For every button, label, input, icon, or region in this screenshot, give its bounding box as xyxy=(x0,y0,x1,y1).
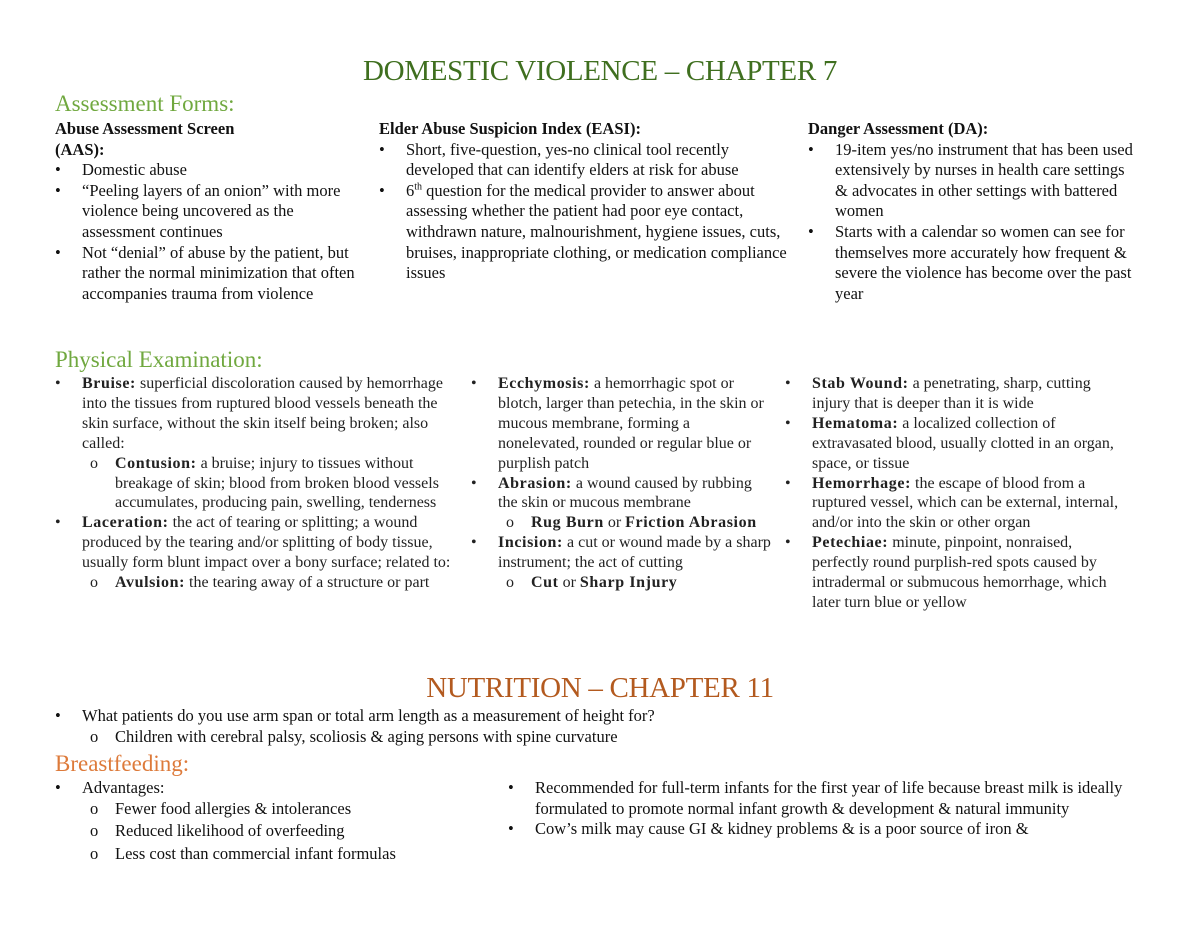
def-bruise: superficial discoloration caused by hemorrhage into the tissues from ruptured blood vessels beneath the skin surface, without the skin itself being broken; also called: xyxy=(82,375,443,452)
physical-examination-heading: Physical Examination: xyxy=(55,347,263,372)
list-item: • Domestic abuse xyxy=(55,160,360,181)
list-item: • What patients do you use arm span or total arm length as a measurement of height for? xyxy=(55,706,1055,727)
nutrition-question-block xyxy=(55,706,1055,747)
page-title: DOMESTIC VIOLENCE – CHAPTER 7 xyxy=(362,55,838,87)
term-stab-wound: Stab Wound: xyxy=(812,375,909,392)
term-cut: Cut xyxy=(531,574,559,592)
term-abrasion: Abrasion: xyxy=(498,474,572,492)
def-avulsion: the tearing away of a structure or part xyxy=(185,574,430,592)
list-item: • Short, five-question, yes-no clinical tool recently developed that can identify elders at risk for abuse xyxy=(379,140,789,181)
list-item xyxy=(471,573,771,593)
aas-column xyxy=(55,119,360,304)
list-item xyxy=(471,474,771,514)
or-text: or xyxy=(603,514,626,532)
list-item: o Reduced likelihood of overfeeding xyxy=(55,821,485,842)
list-item xyxy=(471,533,771,573)
def-abrasion: a wound caused by rubbing the skin or mucous membrane xyxy=(498,474,752,512)
term-sharp-injury: Sharp Injury xyxy=(579,574,678,592)
term-petechiae: Petechiae: xyxy=(812,534,889,552)
da-title: Danger Assessment (DA): xyxy=(808,119,989,138)
da-list xyxy=(808,140,1138,305)
list-item: • Recommended for full-term infants for the first year of life because breast milk is ideally formulated to promote normal infant growth & development & natural immunity xyxy=(508,778,1133,819)
term-contusion: Contusion: xyxy=(115,454,197,472)
list-item xyxy=(785,374,1130,414)
def-petechiae: minute, pinpoint, nonraised, perfectly round purplish-red spots caused by intradermal or submucous hemorrhage, which later turn blue or yellow xyxy=(812,534,1107,611)
or-text: or xyxy=(558,574,580,592)
aas-list xyxy=(55,160,360,304)
breastfeeding-recommendations xyxy=(508,778,1133,840)
easi-number: 6 xyxy=(406,180,415,200)
term-ecchymosis: Ecchymosis: xyxy=(498,375,590,392)
physical-column-3 xyxy=(785,374,1130,613)
list-item xyxy=(785,414,1130,474)
def-ecchymosis: a hemorrhagic spot or blotch, larger than petechia, in the skin or mucous membrane, forming a nonelevated, rounded or regular blue or purplish patch xyxy=(498,375,764,472)
list-item xyxy=(55,573,453,593)
nutrition-title: NUTRITION – CHAPTER 11 xyxy=(426,672,774,704)
list-item xyxy=(785,474,1130,534)
list-item: o Fewer food allergies & intolerances xyxy=(55,799,485,820)
list-item xyxy=(379,181,789,284)
aas-title-line2: (AAS): xyxy=(55,139,105,159)
term-hematoma: Hematoma: xyxy=(812,414,899,432)
list-item: • Starts with a calendar so women can see for themselves more accurately how frequent & severe the violence has become over the past year xyxy=(808,222,1138,304)
term-avulsion: Avulsion: xyxy=(115,574,186,592)
list-item xyxy=(55,374,453,454)
def-hematoma: a localized collection of extravasated blood, usually clotted in an organ, space, or tissue xyxy=(812,414,1114,472)
list-item: o Less cost than commercial infant formulas xyxy=(55,844,485,865)
term-incision: Incision: xyxy=(498,534,563,552)
list-item xyxy=(785,533,1130,613)
def-incision: a cut or wound made by a sharp instrument; the act of cutting xyxy=(498,534,771,572)
physical-column-1 xyxy=(55,374,453,593)
def-stab-wound: a penetrating, sharp, cutting injury that is deeper than it is wide xyxy=(812,375,1091,412)
def-laceration: the act of tearing or splitting; a wound produced by the tearing and/or splitting of body tissue, usually form blunt impact over a bony surface; related to: xyxy=(82,514,451,572)
assessment-forms-heading: Assessment Forms: xyxy=(55,91,235,116)
aas-title: Abuse Assessment Screen xyxy=(55,119,235,138)
term-laceration: Laceration: xyxy=(82,514,169,532)
list-item: o Children with cerebral palsy, scoliosis & aging persons with spine curvature xyxy=(55,727,1055,748)
easi-text: question for the medical provider to answer about assessing whether the patient had poor eye contact, withdrawn nature, malnourishment, hygiene issues, cuts, bruises, inappropriate clothing, or medication compliance issues xyxy=(406,180,787,283)
breastfeeding-heading: Breastfeeding: xyxy=(55,751,190,776)
list-item: • Advantages: xyxy=(55,778,485,799)
list-item xyxy=(471,374,771,474)
term-hemorrhage: Hemorrhage: xyxy=(812,474,912,492)
list-item: • Not “denial” of abuse by the patient, but rather the normal minimization that often accompanies trauma from violence xyxy=(55,243,360,305)
term-rug-burn: Rug Burn xyxy=(531,514,604,532)
breastfeeding-advantages xyxy=(55,778,485,864)
list-item xyxy=(55,513,453,573)
easi-superscript: th xyxy=(414,181,423,193)
list-item: • “Peeling layers of an onion” with more violence being uncovered as the assessment continues xyxy=(55,181,360,243)
list-item: • Cow’s milk may cause GI & kidney problems & is a poor source of iron & xyxy=(508,819,1133,840)
easi-list xyxy=(379,140,789,284)
easi-column xyxy=(379,119,789,284)
da-column xyxy=(808,119,1138,304)
list-item: • 19-item yes/no instrument that has been used extensively by nurses in health care settings & advocates in other settings with battered women xyxy=(808,140,1138,222)
easi-title: Elder Abuse Suspicion Index (EASI): xyxy=(379,119,641,138)
term-bruise: Bruise: xyxy=(82,375,136,392)
list-item xyxy=(471,513,771,533)
def-hemorrhage: the escape of blood from a ruptured vessel, which can be external, internal, and/or into the skin or other organ xyxy=(812,474,1119,532)
term-friction-abrasion: Friction Abrasion xyxy=(625,514,757,532)
def-contusion: a bruise; injury to tissues without breakage of skin; blood from broken blood vessels accumulates, producing pain, swelling, tenderness xyxy=(115,454,439,512)
list-item xyxy=(55,454,453,514)
physical-column-2 xyxy=(471,374,771,593)
